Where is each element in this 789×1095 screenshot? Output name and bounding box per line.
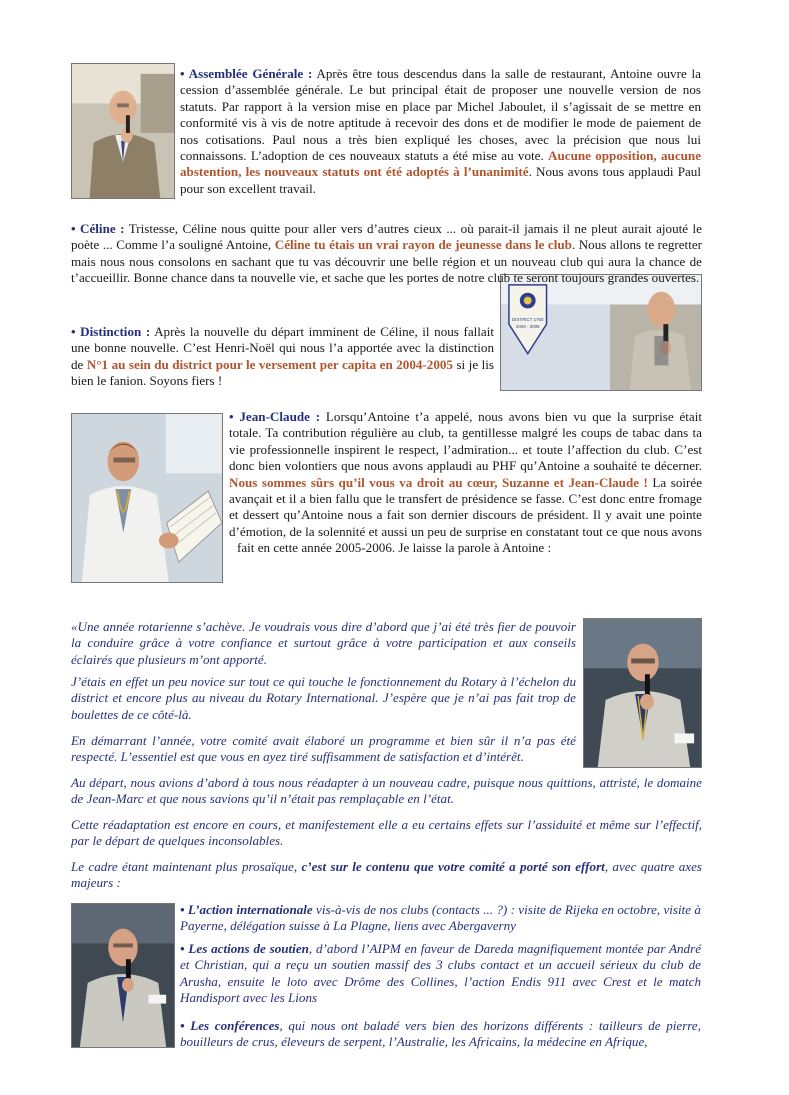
section-jean-claude — [71, 409, 702, 592]
jean-claude-text: Lorsqu’Antoine t’a appelé, nous avons bien vu que la surprise était totale. Ta contribution régulière au club, ta gentillesse malgré les coups de tabac dans ta vie professionnelle inspirent le respect, l’admiration... et toute l’affection du club. C’est donc bien volontiers que nous avons applaudi au PHF qu’Antoine a souhaité te décerner. — [229, 409, 702, 474]
distinction-text-end: si je lis bien le fanion. Soyons fiers ! — [71, 356, 494, 389]
speech-paragraph-3-wrap — [71, 733, 576, 766]
speech-paragraph-5-wrap — [71, 817, 702, 850]
photo-antoine-speech — [583, 618, 702, 768]
assemblee-text: Après être tous descendus dans la salle de restaurant, Antoine ouvre la cession d’assemblée générale. Le but principal était de proposer une nouvelle version de nos statuts. Par rapport à la version mise en place par Michel Jaboulet, il s’agissait de se mettre en conformité vis à vis de notre aptitude à recevoir des dons et de modifier le mode de paiement de nos cotisations. Paul nous a très bien expliqué les choses, avec la précision que nous lui connaissons. L’adoption de ces nouveaux statuts a été mise au vote. — [180, 66, 701, 164]
speech-p6-start: Le cadre étant maintenant plus prosaïque, — [71, 859, 302, 874]
celine-text: Tristesse, Céline nous quitte pour aller vers d’autres cieux ... où parait-il jamais il ne pleut aurait ajouté le poète ... Comme l’a souligné Antoine, — [71, 221, 702, 253]
speech-bullet-international — [180, 902, 701, 935]
section-celine — [71, 221, 702, 287]
speech-paragraph-3: En démarrant l’année, votre comité avait élaboré un programme et bien sûr il n’a pas été respecté. L’essentiel est que vous en ayez tiré suffisamment de satisfaction et d’intérêt. — [71, 733, 576, 765]
jean-claude-text-end: La soirée avançait et il a bien fallu que le transfert de présidence se fasse. C’est donc entre fromage et dessert qu’Antoine nous a fait son dernier discours de président. Il y avait une pointe d’émotion, de la solennité et aussi un peu de surprise en constatant tout ce que nous avons fait en cette année 2005-2006. Je laisse la parole à Antoine : — [229, 474, 703, 556]
wrap-spacer-top — [71, 409, 229, 543]
fanion-district: DISTRICT 1760 — [511, 317, 544, 323]
section-distinction — [71, 324, 494, 390]
speech-paragraph-1: «Une année rotarienne s’achève. Je voudrais vous dire d’abord que j’ai été très fier de pouvoir la conduire grâce à votre confiance et surtout grâce à votre participation et aux conseils éclairés que plusieurs m’ont apporté. — [71, 619, 576, 667]
speech-p6-end: , avec quatre axes majeurs : — [71, 859, 702, 891]
speech-paragraph-2-wrap — [71, 674, 576, 723]
bullet-international-label: • L’action internationale — [180, 902, 313, 917]
photo-paul-speaking — [71, 63, 175, 199]
speech-intro — [71, 619, 576, 668]
distinction-text: Après la nouvelle du départ imminent de Céline, il nous fallait une bonne nouvelle. C’est Henri-Noël qui nous l’a apportée avec la distinction de — [71, 324, 494, 372]
celine-text-end: . Nous allons te regretter mais nous nous consolons en sachant que tu vas découvrir une belle région et un nouveau club qui aura la chance de t’accueillir. Bonne chance dans ta nouvelle vie, et sache que les portes de notre club te seront toujours grandes ouvertes. — [71, 237, 703, 286]
assemblee-text-end: . Nous avons tous applaudi Paul pour son excellent travail. — [180, 164, 701, 196]
speech-bullet-conferences — [180, 1018, 701, 1051]
distinction-label: • Distinction : — [71, 324, 151, 339]
wrap-spacer-mid2 — [71, 559, 274, 592]
speech-paragraph-2: J’étais en effet un peu novice sur tout ce qui touche le fonctionnement du Rotary à l’échelon du district et encore plus au niveau du Rotary International. J’espère que je n’ai pas fait trop de boulettes de ce côté-là. — [71, 674, 576, 722]
bullet-soutien-text: , d’abord l’AIPM en faveur de Dareda magnifiquement montée par André et Christian, qui a reçu un soutien massif des 3 clubs contact et un accueil sérieux du club de Arusha, ensuite le loto avec Drôme des Collines, l’action Endis 911 avec Crest et le match Handisport avec les Lions — [180, 941, 702, 1006]
assemblee-label: • Assemblée Générale : — [180, 66, 313, 81]
celine-label: • Céline : — [71, 221, 125, 236]
speech-paragraph-4: Au départ, nous avions d’abord à tous nous réadapter à un nouveau cadre, puisque nous quittions, attristé, le domaine de Jean-Marc et que nous savions qu’il n’était pas remplaçable en l’état. — [71, 775, 702, 807]
jean-claude-label: • Jean-Claude : — [229, 409, 321, 424]
wrap-spacer-mid1 — [71, 543, 237, 559]
speech-p6-emphasis: c’est sur le contenu que votre comité a porté son effort — [301, 859, 605, 874]
jean-claude-highlight: Nous sommes sûrs qu’il vous va droit au cœur, Suzanne et Jean-Claude ! — [229, 474, 648, 490]
distinction-highlight: N°1 au sein du district pour le versement per capita en 2004-2005 — [86, 356, 453, 372]
speech-paragraph-5: Cette réadaptation est encore en cours, et manifestement elle a eu certains effets sur l’assiduité et même sur l’effectif, par le départ de quelques inconsolables. — [71, 817, 702, 849]
bullet-conferences-label: • Les conférences — [180, 1018, 280, 1033]
bullet-soutien-label: • Les actions de soutien — [180, 941, 309, 956]
bullet-conferences-text: , qui nous ont baladé vers bien des horizons différents : tailleurs de pierre, bouilleurs de crus, éleveurs de serpent, l’Australie, les Africains, la médecine en Afrique, — [180, 1018, 701, 1050]
photo-speaker-conference — [71, 903, 175, 1048]
speech-paragraph-6-wrap — [71, 859, 702, 892]
bullet-international-text: vis-à-vis de nos clubs (contacts ... ?) : visite de Rijeka en octobre, visite à Payerne, délégation suisse à La Plagne, liens avec Abergaverny — [180, 902, 701, 934]
section-assemblee-generale — [180, 66, 701, 197]
speech-bullet-soutien — [180, 941, 701, 1007]
photo-fanion-district — [500, 274, 702, 391]
assemblee-highlight: Aucune opposition, aucune abstention, les nouveaux statuts ont été adoptés à l’unanimité — [180, 148, 702, 180]
celine-highlight: Céline tu étais un vrai rayon de jeunesse dans le club — [274, 237, 572, 253]
speech-paragraph-6 — [71, 859, 702, 892]
speech-paragraph-4-wrap — [71, 775, 702, 808]
fanion-year: 2004 - 2005 — [515, 324, 540, 330]
